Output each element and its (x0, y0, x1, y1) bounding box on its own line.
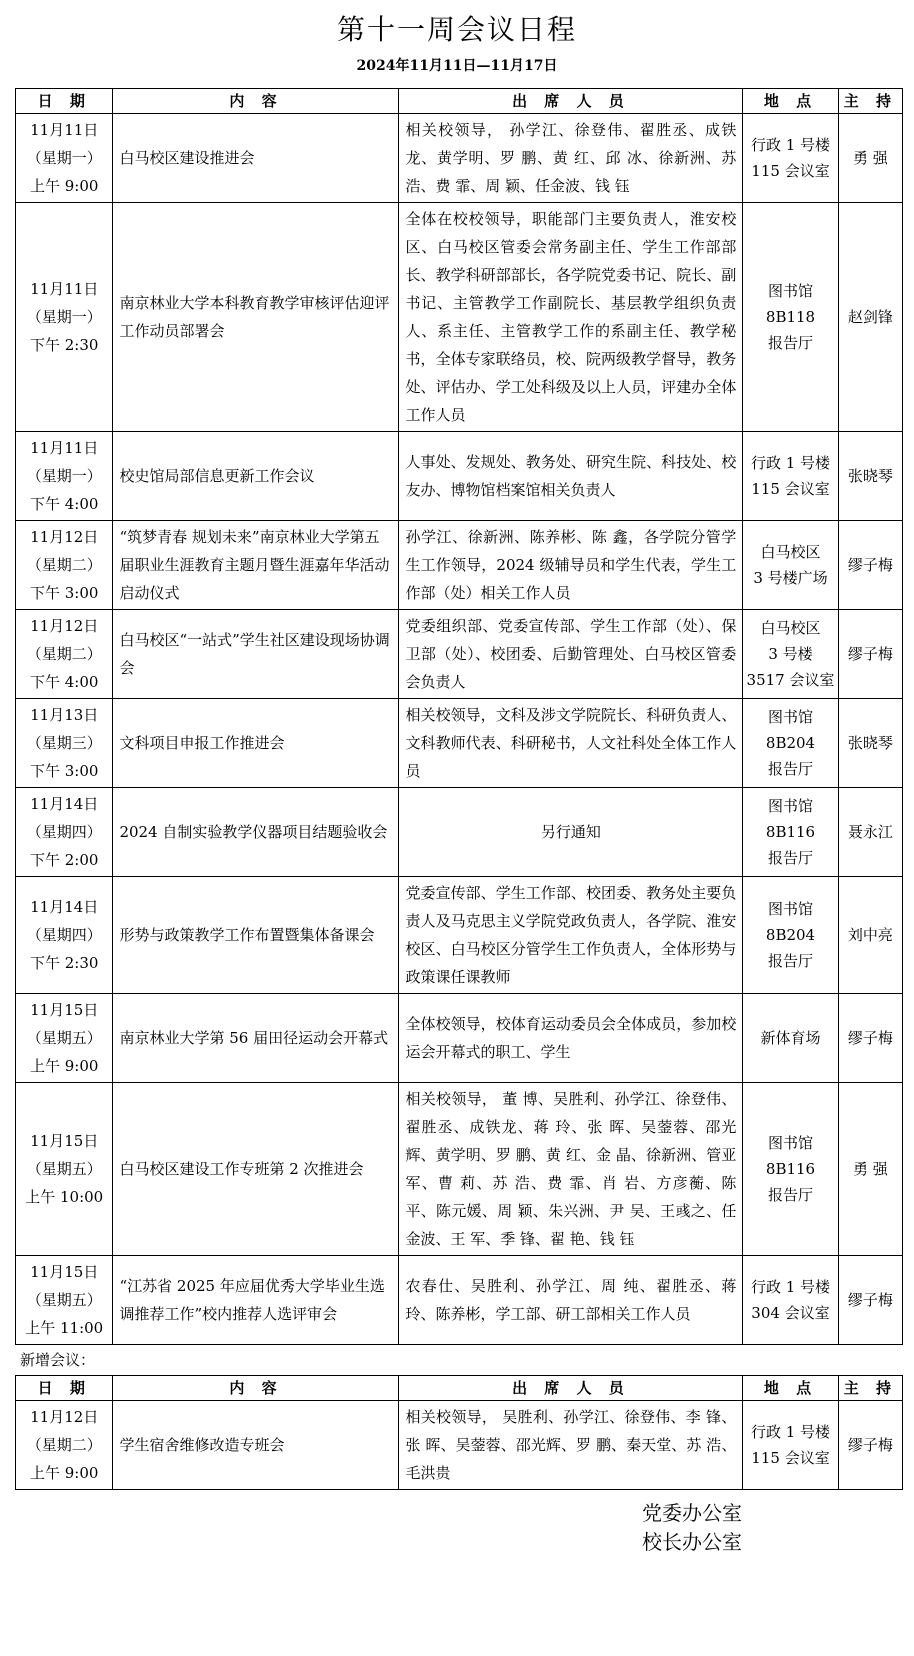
place-line: 报告厅 (768, 760, 814, 778)
table-row (16, 610, 903, 699)
page-title: 第十一周会议日程 (336, 13, 577, 46)
date-line: 上午 9:00 (30, 177, 99, 195)
place-line: 报告厅 (768, 952, 814, 970)
date-line: 下午 4:00 (30, 673, 99, 691)
place-line: 新体育场 (760, 1029, 821, 1047)
cell-date (16, 1256, 113, 1345)
date-line: 11月15日 (30, 1263, 99, 1281)
cell-content: 白马校区建设推进会 (113, 114, 399, 203)
cell-place (743, 432, 838, 521)
cell-date (16, 114, 113, 203)
place-line: 行政 1 号楼 (750, 1278, 831, 1296)
cell-attendees: 党委组织部、党委宣传部、学生工作部（处）、保卫部（处）、校团委、后勤管理处、白马校区管委会负责人 (399, 610, 743, 699)
table-row (16, 203, 903, 432)
cell-attendees: 人事处、发规处、教务处、研究生院、科技处、校友办、博物馆档案馆相关负责人 (399, 432, 743, 521)
date-line: 下午 3:00 (30, 584, 99, 602)
table-row (16, 114, 903, 203)
date-line: 下午 4:00 (30, 495, 99, 513)
header-place: 地 点 (743, 89, 838, 114)
cell-date (16, 788, 113, 877)
cell-place (743, 1256, 838, 1345)
date-line: （星期二） (26, 556, 102, 574)
cell-attendees: 另行通知 (399, 788, 743, 877)
cell-host: 勇 强 (838, 114, 902, 203)
cell-content: “筑梦青春 规划未来”南京林业大学第五届职业生涯教育主题月暨生涯嘉年华活动启动仪式 (113, 521, 399, 610)
date-line: 11月12日 (30, 1408, 99, 1426)
date-line: 11月13日 (30, 706, 99, 724)
place-line: 3 号楼广场 (753, 569, 828, 587)
date-line: 11月15日 (30, 1132, 99, 1150)
date-line: （星期三） (26, 734, 102, 752)
cell-place (743, 788, 838, 877)
cell-host: 缪子梅 (838, 1401, 902, 1490)
cell-content: 南京林业大学第 56 届田径运动会开幕式 (113, 994, 399, 1083)
table-row (16, 521, 903, 610)
header-content: 内 容 (113, 89, 399, 114)
date-line: 11月12日 (30, 617, 99, 635)
cell-place (743, 521, 838, 610)
cell-host: 张晓琴 (838, 432, 902, 521)
cell-place (743, 1083, 838, 1256)
table-row (16, 994, 903, 1083)
header-content: 内 容 (113, 1376, 399, 1401)
cell-attendees: 全体校领导，校体育运动委员会全体成员，参加校运会开幕式的职工、学生 (399, 994, 743, 1083)
date-line: 下午 2:30 (30, 954, 99, 972)
cell-place (743, 1401, 838, 1490)
table-row (16, 788, 903, 877)
place-line: 8B204 (765, 926, 816, 944)
date-line: 11月14日 (30, 795, 99, 813)
place-line: 115 会议室 (751, 1449, 830, 1467)
place-line: 白马校区 (760, 543, 821, 561)
cell-content: “江苏省 2025 年应届优秀大学毕业生选调推荐工作”校内推荐人选评审会 (113, 1256, 399, 1345)
place-line: 304 会议室 (751, 1304, 830, 1322)
date-line: 11月12日 (30, 528, 99, 546)
date-line: （星期五） (26, 1291, 102, 1309)
table-row (16, 699, 903, 788)
cell-host: 缪子梅 (838, 994, 902, 1083)
place-line: 报告厅 (768, 849, 814, 867)
date-line: 11月11日 (30, 280, 99, 298)
cell-date (16, 521, 113, 610)
header-attendees: 出 席 人 员 (399, 1376, 743, 1401)
date-line: 上午 9:00 (30, 1057, 99, 1075)
cell-place (743, 203, 838, 432)
cell-host: 刘中亮 (838, 877, 902, 994)
date-line: 下午 2:30 (30, 336, 99, 354)
header-place: 地 点 (743, 1376, 838, 1401)
table-row (16, 1256, 903, 1345)
date-line: 上午 10:00 (25, 1188, 104, 1206)
table-header-row (16, 89, 903, 114)
cell-date (16, 699, 113, 788)
cell-place (743, 114, 838, 203)
cell-date (16, 994, 113, 1083)
cell-host: 缪子梅 (838, 610, 902, 699)
cell-date (16, 1083, 113, 1256)
place-line: 行政 1 号楼 (750, 136, 831, 154)
footer-party-office: 党委办公室 (642, 1501, 742, 1525)
cell-place (743, 699, 838, 788)
date-line: 11月14日 (30, 898, 99, 916)
header-attendees: 出 席 人 员 (399, 89, 743, 114)
cell-host: 赵剑锋 (838, 203, 902, 432)
place-line: 报告厅 (768, 1186, 814, 1204)
place-line: 图书馆 (768, 1134, 814, 1152)
table-row (16, 1401, 903, 1490)
place-line: 图书馆 (768, 900, 814, 918)
cell-date (16, 1401, 113, 1490)
cell-date (16, 877, 113, 994)
cell-place (743, 994, 838, 1083)
schedule-table (15, 88, 903, 1345)
place-line: 8B116 (765, 823, 816, 841)
place-line: 8B116 (765, 1160, 816, 1178)
cell-host: 张晓琴 (838, 699, 902, 788)
cell-attendees: 农春仕、吴胜利、孙学江、周 纯、翟胜丞、蒋 玲、陈养彬，学工部、研工部相关工作人员 (399, 1256, 743, 1345)
date-line: 下午 2:00 (30, 851, 99, 869)
cell-content: 白马校区“一站式”学生社区建设现场协调会 (113, 610, 399, 699)
place-line: 8B204 (765, 734, 816, 752)
date-line: 下午 3:00 (30, 762, 99, 780)
place-line: 行政 1 号楼 (750, 454, 831, 472)
cell-content: 校史馆局部信息更新工作会议 (113, 432, 399, 521)
cell-host: 缪子梅 (838, 1256, 902, 1345)
place-line: 图书馆 (768, 282, 814, 300)
date-range: 2024年11月11日—11月17日 (356, 58, 558, 74)
date-line: （星期五） (26, 1029, 102, 1047)
date-line: （星期四） (26, 823, 102, 841)
cell-attendees: 党委宣传部、学生工作部、校团委、教务处主要负责人及马克思主义学院党政负责人，各学院、淮安校区、白马校区分管学生工作负责人，全体形势与政策课任课教师 (399, 877, 743, 994)
cell-date (16, 610, 113, 699)
cell-attendees: 相关校领导， 孙学江、徐登伟、翟胜丞、成铁龙、黄学明、罗 鹏、黄 红、邱 冰、徐新洲、苏 浩、费 霏、周 颖、任金波、钱 钰 (399, 114, 743, 203)
place-line: 图书馆 (768, 708, 814, 726)
header-host: 主 持 (838, 89, 902, 114)
table-row (16, 877, 903, 994)
date-line: 11月11日 (30, 121, 99, 139)
footer-president-office: 校长办公室 (642, 1530, 742, 1554)
place-line: 8B118 (765, 308, 816, 326)
header-host: 主 持 (838, 1376, 902, 1401)
cell-content: 文科项目申报工作推进会 (113, 699, 399, 788)
date-line: 上午 11:00 (25, 1319, 104, 1337)
cell-attendees: 孙学江、徐新洲、陈养彬、陈 鑫，各学院分管学生工作领导，2024 级辅导员和学生代表，学生工作部（处）相关工作人员 (399, 521, 743, 610)
new-meetings-table (15, 1375, 903, 1490)
cell-host: 勇 强 (838, 1083, 902, 1256)
table-header-row (16, 1376, 903, 1401)
place-line: 行政 1 号楼 (750, 1423, 831, 1441)
date-line: （星期一） (26, 149, 102, 167)
new-meetings-label: 新增会议： (20, 1351, 96, 1369)
date-line: （星期五） (26, 1160, 102, 1178)
place-line: 115 会议室 (751, 162, 830, 180)
cell-attendees: 相关校领导， 吴胜利、孙学江、徐登伟、李 锋、张 晖、吴蓥蓉、邵光辉、罗 鹏、秦天堂、苏 浩、毛洪贵 (399, 1401, 743, 1490)
cell-content: 白马校区建设工作专班第 2 次推进会 (113, 1083, 399, 1256)
cell-date (16, 432, 113, 521)
place-line: 3517 会议室 (746, 671, 835, 689)
date-line: （星期二） (26, 1436, 102, 1454)
date-line: （星期四） (26, 926, 102, 944)
cell-attendees: 全体在校校领导，职能部门主要负责人，淮安校区、白马校区管委会常务副主任、学生工作部部长、教学科研部部长，各学院党委书记、院长、副书记、主管教学工作副院长、基层教学组织负责人、系主任、主管教学工作的系副主任、教学秘书，全体专家联络员，校、院两级教学督导，教务处、评估办、学工处科级及以上人员，评建办全体工作人员 (399, 203, 743, 432)
place-line: 白马校区 (760, 619, 821, 637)
cell-content: 南京林业大学本科教育教学审核评估迎评工作动员部署会 (113, 203, 399, 432)
cell-content: 形势与政策教学工作布置暨集体备课会 (113, 877, 399, 994)
cell-date (16, 203, 113, 432)
table-row (16, 1083, 903, 1256)
header-date: 日 期 (16, 89, 113, 114)
header-date: 日 期 (16, 1376, 113, 1401)
cell-place (743, 877, 838, 994)
cell-content: 2024 自制实验教学仪器项目结题验收会 (113, 788, 399, 877)
cell-content: 学生宿舍维修改造专班会 (113, 1401, 399, 1490)
place-line: 图书馆 (768, 797, 814, 815)
cell-attendees: 相关校领导， 董 博、吴胜利、孙学江、徐登伟、翟胜丞、成铁龙、蒋 玲、张 晖、吴蓥蓉、邵光辉、黄学明、罗 鹏、黄 红、金 晶、徐新洲、管亚军、曹 莉、苏 浩、费 霏、肖 岩、方彦蘅、陈 平、陈元媛、周 颖、朱兴洲、尹 吴、王彧之、任金波、王 军、季 锋、翟 艳、钱 钰 (399, 1083, 743, 1256)
cell-attendees: 相关校领导，文科及涉文学院院长、科研负责人、文科教师代表、科研秘书，人文社科处全体工作人员 (399, 699, 743, 788)
cell-host: 缪子梅 (838, 521, 902, 610)
table-row (16, 432, 903, 521)
date-line: （星期一） (26, 308, 102, 326)
place-line: 115 会议室 (751, 480, 830, 498)
date-line: （星期二） (26, 645, 102, 663)
date-line: （星期一） (26, 467, 102, 485)
cell-host: 聂永江 (838, 788, 902, 877)
date-line: 11月15日 (30, 1001, 99, 1019)
place-line: 3 号楼 (768, 645, 813, 663)
date-line: 11月11日 (30, 439, 99, 457)
cell-place (743, 610, 838, 699)
date-line: 上午 9:00 (30, 1464, 99, 1482)
place-line: 报告厅 (768, 334, 814, 352)
